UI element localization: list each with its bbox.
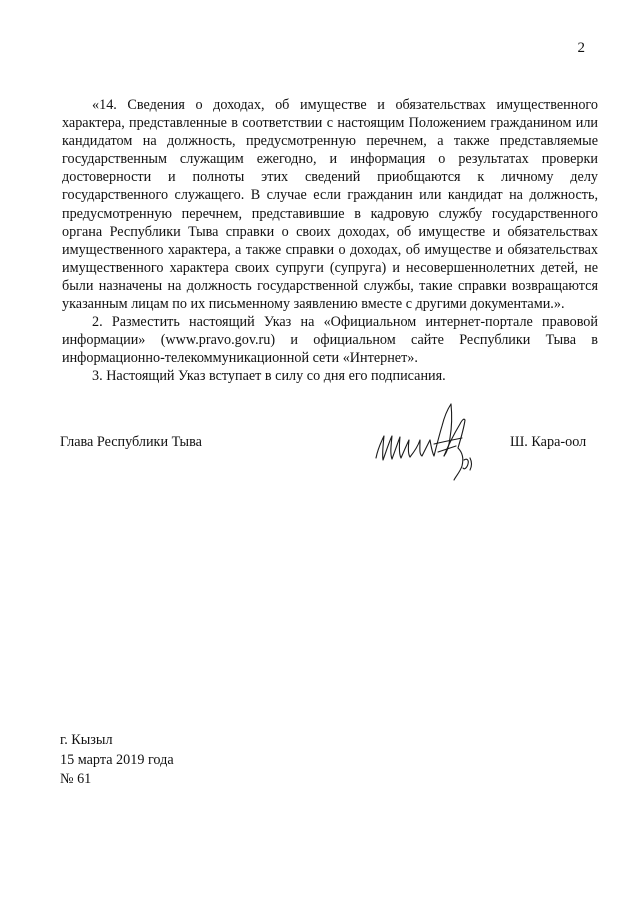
page-number: 2 — [577, 40, 585, 56]
signing-date: 15 марта 2019 года — [60, 751, 174, 768]
handwritten-signature — [368, 396, 488, 486]
paragraph-effective-date: 3. Настоящий Указ вступает в силу со дня его подписания. — [92, 368, 446, 385]
city: г. Кызыл — [60, 732, 113, 748]
paragraph-amendment-14: «14. Сведения о доходах, об имуществе и обязательствах имущественного характера, представленные в соответствии с настоящим Положением гражданином или кандидатом на должность, предусмотренную перечнем, а также представляемые государственным служащим ежегодно, и информация о результатах проверки достоверности и полноты этих сведений приобщаются к личному делу государственного служащего. В случае если гражданин или кандидат на должность, предусмотренную перечнем, представившие в кадровую службу государственного органа Республики Тыва справки о своих доходах, об имуществе и обязательствах имущественного характера, а также справки о доходах, об имуществе и обязательствах имущественного характера своих супруги (супруга) и несовершеннолетних детей, не были назначены на должность государственной службы, такие справки возвращаются указанным лицам по их письменному заявлению вместе с другими документами.». — [62, 97, 598, 313]
paragraph-publication: 2. Разместить настоящий Указ на «Официальном интернет-портале правовой информации» (www.pravo.gov.ru) и официальном сайте Республики Тыва в информационно-телекоммуникационной сети «Интернет». — [62, 314, 598, 367]
signer-title: Глава Республики Тыва — [60, 434, 202, 450]
place-date-block — [60, 731, 174, 790]
document-body — [62, 96, 598, 386]
signer-name: Ш. Кара-оол — [510, 434, 587, 450]
decree-number: № 61 — [60, 771, 92, 787]
